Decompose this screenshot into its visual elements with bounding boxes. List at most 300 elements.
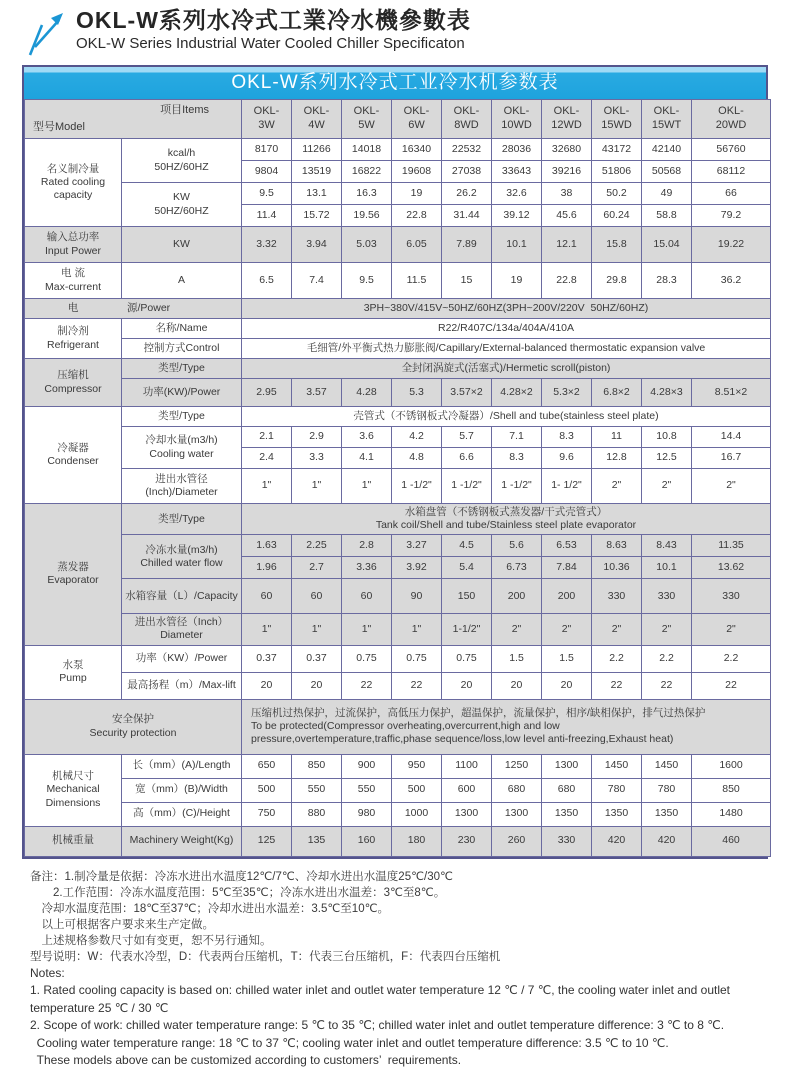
note-line-en: 1. Rated cooling capacity is based on: chilled water inlet and outlet water temperature 12 ℃ / 7 ℃, the cooling water inlet and outlet: [30, 983, 731, 997]
value-cell: 42140: [642, 139, 692, 161]
note-line-zh: 备注：1.制冷量是依据：冷冻水进出水温度12℃/7℃、冷却水进出水温度25℃/30℃: [30, 870, 453, 883]
model-prefix: OKL-: [253, 105, 280, 118]
item-label-cell: [122, 778, 242, 802]
text-line: Diameter: [160, 629, 203, 642]
table-row: [25, 754, 771, 778]
value-cell: 10.8: [642, 427, 692, 448]
value-cell: 19: [392, 183, 442, 205]
section-label-cell: [25, 407, 122, 504]
text-line: 安全保护: [112, 713, 154, 726]
value-cell: 1": [242, 614, 292, 645]
value-cell: 1450: [642, 754, 692, 778]
value-cell: 1000: [392, 802, 442, 826]
section-label-cell: [25, 826, 122, 856]
item-label-cell: [122, 183, 242, 227]
table-row: [25, 319, 771, 339]
value-cell: 2.25: [292, 535, 342, 557]
span-value-cell: [242, 339, 771, 359]
text-line: 全封闭涡旋式(活塞式)/Hermetic scroll(piston): [401, 361, 611, 374]
value-cell: 58.8: [642, 205, 692, 227]
logo-arrow-icon: [26, 10, 68, 58]
note-line-zh: 冷却水温度范围：18℃至37℃；冷却水进出水温差：3.5℃至10℃。: [30, 902, 390, 915]
text-line: 功率(KW)/Power: [142, 385, 221, 398]
value-cell: 16822: [342, 161, 392, 183]
value-cell: 1250: [492, 754, 542, 778]
value-cell: 8170: [242, 139, 292, 161]
value-cell: 4.28: [342, 379, 392, 407]
value-cell: 1- 1/2": [542, 469, 592, 504]
value-cell: 2.7: [292, 557, 342, 579]
value-cell: 600: [442, 778, 492, 802]
text-line: Evaporator: [47, 574, 99, 587]
span-value-cell: [242, 359, 771, 379]
table-row: [25, 469, 771, 504]
value-cell: 850: [292, 754, 342, 778]
spec-table-container: [22, 65, 768, 859]
value-cell: 20: [442, 672, 492, 699]
value-cell: 1.63: [242, 535, 292, 557]
value-cell: 180: [392, 826, 442, 856]
value-cell: 39216: [542, 161, 592, 183]
model-header-cell: [292, 100, 342, 139]
text-line: Input Power: [44, 244, 102, 257]
model-header-cell: [542, 100, 592, 139]
page-title-zh: OKL-W系列水冷式工業冷水機參數表: [76, 7, 471, 33]
text-line: 冷凝器: [57, 441, 89, 454]
model-header-cell: [592, 100, 642, 139]
section-label-cell: [25, 359, 122, 407]
value-cell: 15.72: [292, 205, 342, 227]
value-cell: 1300: [442, 802, 492, 826]
text-line: 控制方式Control: [143, 341, 220, 354]
value-cell: 8.43: [642, 535, 692, 557]
value-cell: 125: [242, 826, 292, 856]
item-label-cell: [122, 535, 242, 579]
value-cell: 1.96: [242, 557, 292, 579]
value-cell: 12.5: [642, 448, 692, 469]
value-cell: 3.6: [342, 427, 392, 448]
value-cell: 31.44: [442, 205, 492, 227]
value-cell: 880: [292, 802, 342, 826]
value-cell: 330: [542, 826, 592, 856]
text-line: 压缩机: [57, 369, 89, 382]
note-line-zh: 2.工作范围：冷冻水温度范围：5℃至35℃；冷冻水进出水温差：3℃至8℃。: [30, 886, 446, 899]
value-cell: 20: [542, 672, 592, 699]
value-cell: 5.03: [342, 227, 392, 263]
text-line: 名义制冷量: [46, 162, 100, 175]
text-line: 水箱容量（L）/Capacity: [125, 589, 238, 602]
span-value-cell: [242, 407, 771, 427]
value-cell: 22: [592, 672, 642, 699]
text-line: Security protection: [89, 726, 177, 739]
text-line: 名称/Name: [155, 321, 208, 334]
value-cell: 4.28×3: [642, 379, 692, 407]
text-line: Machinery Weight(Kg): [129, 834, 234, 847]
value-cell: 200: [542, 579, 592, 614]
value-cell: 2.2: [592, 645, 642, 672]
model-axis-label: 型号Model: [33, 121, 85, 134]
table-row: [25, 183, 771, 205]
value-cell: 8.3: [542, 427, 592, 448]
model-code: 10WD: [501, 119, 532, 131]
model-code: 8WD: [454, 119, 479, 131]
value-cell: 13.62: [692, 557, 771, 579]
text-line: 机械重量: [52, 834, 94, 847]
value-cell: 420: [642, 826, 692, 856]
value-cell: 20: [242, 672, 292, 699]
note-line-zh: 型号说明：W：代表水冷型，D：代表两台压缩机，T：代表三台压缩机，F：代表四台压缩机: [30, 950, 501, 963]
value-cell: 26.2: [442, 183, 492, 205]
table-row: [25, 826, 771, 856]
item-label-cell: [122, 227, 242, 263]
notes: [30, 869, 770, 1070]
note-line-zh: 以上可根据客户要求来生产定做。: [30, 918, 214, 931]
text-line: Cooling water: [149, 447, 214, 460]
value-cell: 460: [692, 826, 771, 856]
item-label-cell: [122, 579, 242, 614]
note-line-zh: 上述规格参数尺寸如有变更，恕不另行通知。: [30, 934, 272, 947]
table-row: [25, 339, 771, 359]
value-cell: 0.37: [292, 645, 342, 672]
value-cell: 650: [242, 754, 292, 778]
value-cell: 16.7: [692, 448, 771, 469]
model-prefix: OKL-: [603, 105, 630, 118]
value-cell: 1": [342, 614, 392, 645]
text-line: 高（mm）(C)/Height: [133, 807, 230, 820]
model-header-cell: [642, 100, 692, 139]
value-cell: 3.57: [292, 379, 342, 407]
text-line: 制冷剂: [57, 325, 89, 338]
value-cell: 10.36: [592, 557, 642, 579]
text-line: Tank coil/Shell and tube/Stainless steel plate evaporator: [375, 519, 637, 532]
value-cell: 260: [492, 826, 542, 856]
section-label-cell: [25, 645, 122, 699]
value-cell: 2.95: [242, 379, 292, 407]
value-cell: 7.84: [542, 557, 592, 579]
span-value-cell: [242, 299, 771, 319]
value-cell: 56760: [692, 139, 771, 161]
value-cell: 1 -1/2": [492, 469, 542, 504]
text-line: 冷冻水量(m3/h): [145, 543, 218, 556]
note-line-en: Notes:: [30, 965, 65, 980]
value-cell: 4.1: [342, 448, 392, 469]
text-line: (Inch)/Diameter: [145, 486, 218, 498]
item-label-cell: [122, 263, 242, 299]
value-cell: 1-1/2": [442, 614, 492, 645]
power-supply-label-cell: [25, 299, 242, 319]
value-cell: 6.6: [442, 448, 492, 469]
value-cell: 22: [692, 672, 771, 699]
value-cell: 0.75: [392, 645, 442, 672]
value-cell: 49: [642, 183, 692, 205]
value-cell: 550: [292, 778, 342, 802]
text-line: To be protected(Compressor overheating,overcurrent,high and low: [251, 719, 560, 732]
model-prefix: OKL-: [353, 105, 380, 118]
value-cell: 2": [692, 614, 771, 645]
table-row: [25, 579, 771, 614]
value-cell: 950: [392, 754, 442, 778]
text-line: 功率（KW）/Power: [135, 651, 228, 664]
value-cell: 11.35: [692, 535, 771, 557]
item-label-cell: [122, 826, 242, 856]
value-cell: 160: [342, 826, 392, 856]
value-cell: 12.1: [542, 227, 592, 263]
table-row: [25, 778, 771, 802]
value-cell: 3.94: [292, 227, 342, 263]
table-row: [25, 802, 771, 826]
table-row: [25, 299, 771, 319]
model-code: 5W: [358, 119, 375, 131]
value-cell: 1 -1/2": [392, 469, 442, 504]
table-row: [25, 139, 771, 161]
value-cell: 7.4: [292, 263, 342, 299]
value-cell: 5.7: [442, 427, 492, 448]
value-cell: 14.4: [692, 427, 771, 448]
value-cell: 19.22: [692, 227, 771, 263]
security-label-cell: [25, 699, 242, 754]
value-cell: 8.51×2: [692, 379, 771, 407]
text-line: pressure,overtemperature,traffic,phase sequence/loss,low level anti-freezing,Exhaust heat): [251, 733, 674, 746]
text-line: A: [177, 273, 185, 286]
value-cell: 6.53: [542, 535, 592, 557]
section-label-cell: [25, 263, 122, 299]
value-cell: 20: [492, 672, 542, 699]
text-line: KW: [173, 191, 190, 204]
page-title-en: OKL-W Series Industrial Water Cooled Chiller Specificaton: [76, 35, 465, 52]
text-line: 水箱盘管（不锈钢板式蒸发器/干式壳管式）: [404, 506, 608, 518]
value-cell: 8.63: [592, 535, 642, 557]
span-value-cell: [242, 319, 771, 339]
value-cell: 330: [642, 579, 692, 614]
value-cell: 9.5: [242, 183, 292, 205]
value-cell: 13519: [292, 161, 342, 183]
value-cell: 11266: [292, 139, 342, 161]
value-cell: 2.1: [242, 427, 292, 448]
model-prefix: OKL-: [453, 105, 480, 118]
value-cell: 150: [442, 579, 492, 614]
value-cell: 2.4: [242, 448, 292, 469]
text-line: 3PH~380V/415V~50HZ/60HZ(3PH~200V/220V 50HZ/60HZ): [363, 301, 649, 314]
value-cell: 10.1: [642, 557, 692, 579]
value-cell: 3.92: [392, 557, 442, 579]
value-cell: 22.8: [542, 263, 592, 299]
note-line-en: 2. Scope of work: chilled water temperature range: 5 ℃ to 35 ℃; chilled water inlet and outlet temperature difference: 3 ℃ to 8 ℃.: [30, 1018, 725, 1032]
model-code: 12WD: [551, 119, 582, 131]
value-cell: 330: [592, 579, 642, 614]
value-cell: 3.32: [242, 227, 292, 263]
value-cell: 60.24: [592, 205, 642, 227]
table-row: [25, 614, 771, 645]
item-label-cell: [122, 139, 242, 183]
table-row: [25, 263, 771, 299]
label-part: 电: [67, 301, 79, 314]
text-line: 类型/Type: [158, 512, 205, 525]
value-cell: 1.5: [492, 645, 542, 672]
value-cell: 680: [542, 778, 592, 802]
model-prefix: OKL-: [653, 105, 680, 118]
text-line: 50HZ/60HZ: [154, 204, 209, 217]
text-line: Compressor: [44, 382, 102, 395]
value-cell: 135: [292, 826, 342, 856]
value-cell: 2": [542, 614, 592, 645]
value-cell: 5.6: [492, 535, 542, 557]
item-label-cell: [122, 407, 242, 427]
value-cell: 1": [392, 614, 442, 645]
model-header-cell: [442, 100, 492, 139]
model-header-cell: [392, 100, 442, 139]
item-label-cell: [122, 504, 242, 535]
value-cell: 22: [642, 672, 692, 699]
text-line: R22/R407C/134a/404A/410A: [437, 321, 575, 334]
note-line-en: temperature 25 ℃ / 30 ℃: [30, 1000, 169, 1015]
value-cell: 22.8: [392, 205, 442, 227]
table-row: [25, 427, 771, 448]
table-row: [25, 227, 771, 263]
item-label-cell: [122, 802, 242, 826]
value-cell: 0.75: [342, 645, 392, 672]
table-row: [25, 645, 771, 672]
value-cell: 28036: [492, 139, 542, 161]
value-cell: 11: [592, 427, 642, 448]
value-cell: 3.57×2: [442, 379, 492, 407]
model-code: 6W: [408, 119, 425, 131]
text-line: 输入总功率: [46, 231, 100, 244]
section-label-cell: [25, 319, 122, 359]
model-prefix: OKL-: [718, 105, 744, 118]
value-cell: 4.5: [442, 535, 492, 557]
value-cell: 1480: [692, 802, 771, 826]
text-line: Chilled water flow: [140, 556, 223, 569]
value-cell: 2": [592, 469, 642, 504]
spec-table: [24, 99, 771, 857]
value-cell: 230: [442, 826, 492, 856]
value-cell: 500: [392, 778, 442, 802]
value-cell: 1": [292, 469, 342, 504]
value-cell: 6.5: [242, 263, 292, 299]
table-row: [25, 407, 771, 427]
text-line: capacity: [53, 189, 93, 202]
value-cell: 6.05: [392, 227, 442, 263]
value-cell: 11.5: [392, 263, 442, 299]
item-label-cell: [122, 379, 242, 407]
value-cell: 22: [342, 672, 392, 699]
model-header-cell: [692, 100, 771, 139]
value-cell: 60: [292, 579, 342, 614]
value-cell: 2": [642, 614, 692, 645]
model-code: 15WT: [651, 119, 682, 131]
text-line: 类型/Type: [158, 361, 205, 374]
value-cell: 750: [242, 802, 292, 826]
table-row: [25, 535, 771, 557]
value-cell: 4.2: [392, 427, 442, 448]
value-cell: 16.3: [342, 183, 392, 205]
value-cell: 500: [242, 778, 292, 802]
value-cell: 66: [692, 183, 771, 205]
model-prefix: OKL-: [303, 105, 330, 118]
value-cell: 1350: [542, 802, 592, 826]
value-cell: 5.3×2: [542, 379, 592, 407]
value-cell: 850: [692, 778, 771, 802]
text-line: 进出水管径（Inch）: [134, 616, 229, 629]
value-cell: 20: [292, 672, 342, 699]
value-cell: 28.3: [642, 263, 692, 299]
value-cell: 1.5: [542, 645, 592, 672]
value-cell: 1600: [692, 754, 771, 778]
title-block: [76, 6, 471, 54]
text-line: Rated cooling: [40, 175, 106, 188]
value-cell: 780: [592, 778, 642, 802]
text-line: 类型/Type: [158, 409, 205, 422]
value-cell: 3.36: [342, 557, 392, 579]
table-row: [25, 672, 771, 699]
value-cell: 8.3: [492, 448, 542, 469]
span-value-cell: [242, 699, 771, 754]
section-label-cell: [25, 504, 122, 646]
value-cell: 51806: [592, 161, 642, 183]
text-line: 50HZ/60HZ: [154, 160, 209, 173]
value-cell: 900: [342, 754, 392, 778]
value-cell: 5.3: [392, 379, 442, 407]
text-line: 最高扬程（m）/Max-lift: [127, 678, 236, 691]
text-line: 机械尺寸: [52, 770, 94, 783]
model-code: 20WD: [715, 119, 747, 131]
value-cell: 780: [642, 778, 692, 802]
value-cell: 2": [592, 614, 642, 645]
text-line: Pump: [59, 672, 87, 684]
item-label-cell: [122, 339, 242, 359]
item-label-cell: [122, 645, 242, 672]
text-line: kcal/h: [167, 147, 196, 160]
spread-label: [25, 302, 241, 315]
corner-cell: [25, 100, 242, 139]
table-banner-title: OKL-W系列水冷式工业冷水机参数表: [24, 67, 766, 99]
value-cell: 6.73: [492, 557, 542, 579]
item-label-cell: [122, 469, 242, 504]
model-prefix: OKL-: [403, 105, 430, 118]
value-cell: 9.5: [342, 263, 392, 299]
section-label-cell: [25, 227, 122, 263]
value-cell: 43172: [592, 139, 642, 161]
value-cell: 11.4: [242, 205, 292, 227]
model-code: 4W: [308, 119, 325, 131]
value-cell: 7.89: [442, 227, 492, 263]
section-label-cell: [25, 139, 122, 227]
value-cell: 27038: [442, 161, 492, 183]
value-cell: 33643: [492, 161, 542, 183]
value-cell: 2.9: [292, 427, 342, 448]
value-cell: 39.12: [492, 205, 542, 227]
value-cell: 1": [342, 469, 392, 504]
value-cell: 15: [442, 263, 492, 299]
value-cell: 45.6: [542, 205, 592, 227]
value-cell: 2": [692, 469, 771, 504]
value-cell: 1300: [542, 754, 592, 778]
span-value-cell: [242, 504, 771, 535]
item-label-cell: [122, 359, 242, 379]
item-label-cell: [122, 672, 242, 699]
value-cell: 19.56: [342, 205, 392, 227]
text-line: KW: [173, 237, 190, 250]
value-cell: 6.8×2: [592, 379, 642, 407]
value-cell: 2.2: [642, 645, 692, 672]
value-cell: 9.6: [542, 448, 592, 469]
value-cell: 32680: [542, 139, 592, 161]
value-cell: 1": [242, 469, 292, 504]
value-cell: 4.28×2: [492, 379, 542, 407]
section-label-cell: [25, 754, 122, 826]
value-cell: 60: [242, 579, 292, 614]
value-cell: 60: [342, 579, 392, 614]
